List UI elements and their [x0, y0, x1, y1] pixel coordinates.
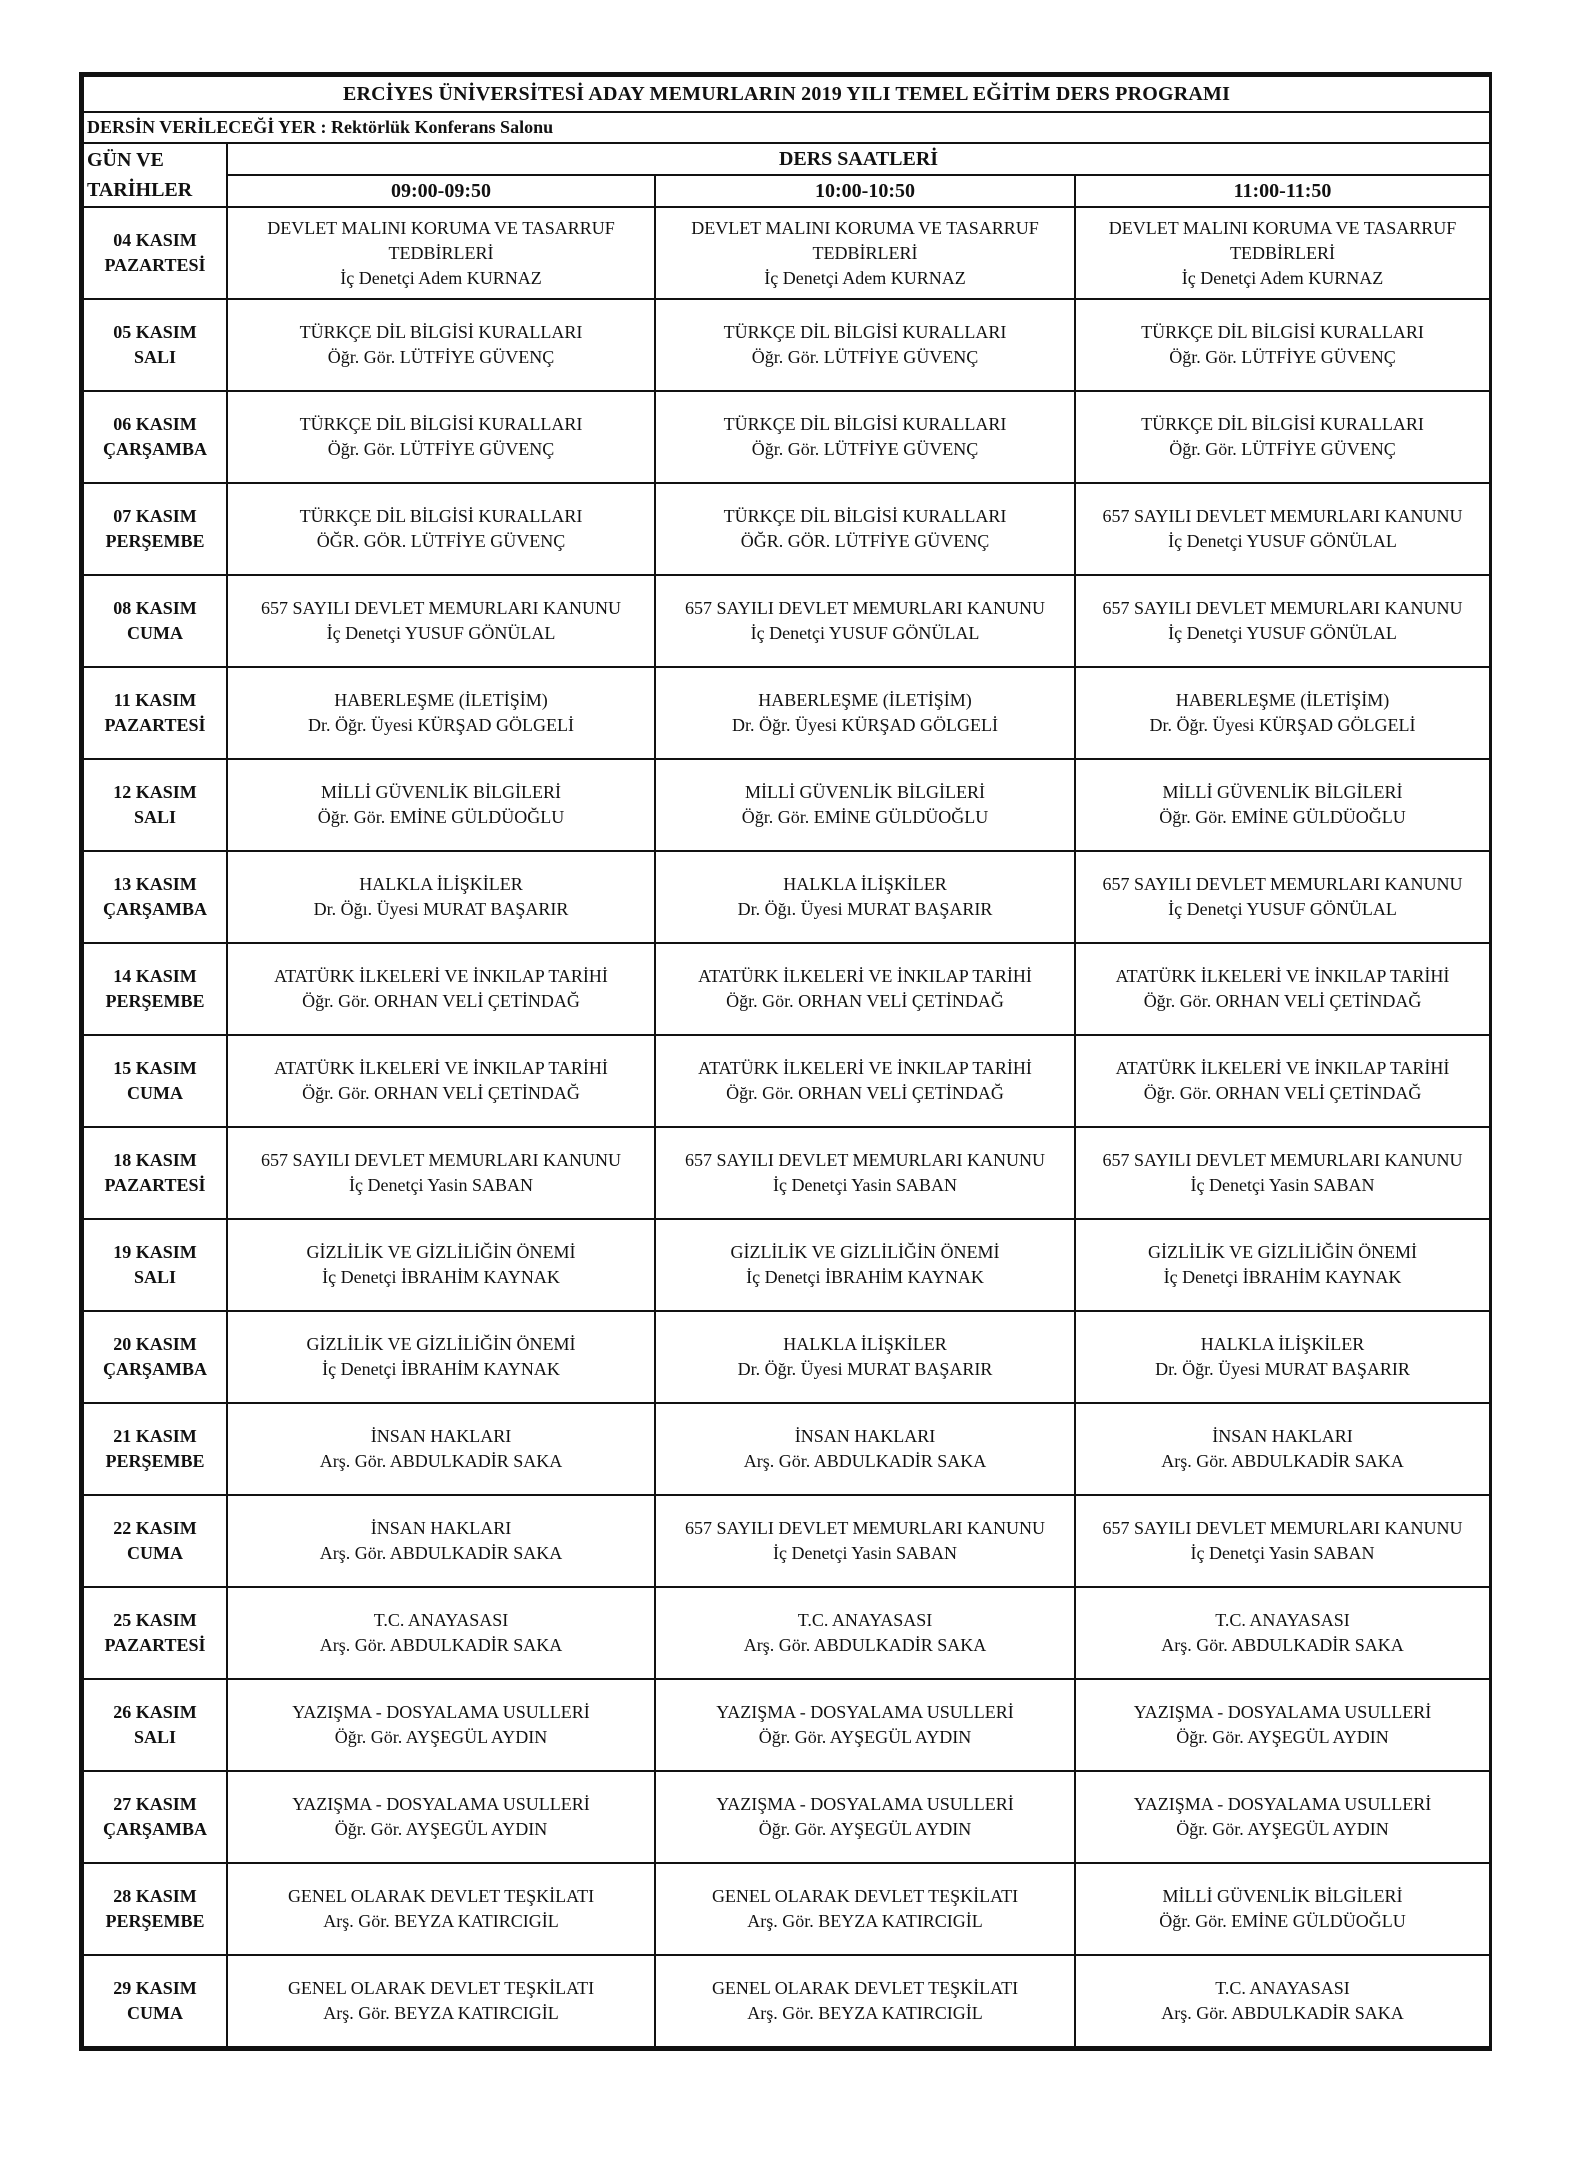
lesson-cell: [1075, 575, 1490, 667]
course-title: DEVLET MALINI KORUMA VE TASARRUF: [267, 217, 615, 238]
instructor-name: ÖĞR. GÖR. LÜTFİYE GÜVENÇ: [316, 531, 566, 551]
course-title: HALKLA İLİŞKİLER: [783, 874, 947, 894]
weekday-label: ÇARŞAMBA: [102, 899, 207, 919]
course-title: İNSAN HAKLARI: [370, 1518, 512, 1538]
course-title: 657 SAYILI DEVLET MEMURLARI KANUNU: [1102, 1150, 1463, 1170]
instructor-name: İç Denetçi Yasin SABAN: [1190, 1175, 1375, 1195]
instructor-name: İç Denetçi Adem KURNAZ: [340, 267, 542, 288]
course-title: HALKLA İLİŞKİLER: [359, 874, 523, 894]
course-title: DEVLET MALINI KORUMA VE TASARRUF: [1108, 217, 1457, 238]
date-label: 22 KASIM: [113, 1518, 197, 1538]
course-title: 657 SAYILI DEVLET MEMURLARI KANUNU: [1102, 598, 1463, 618]
table-row: [83, 1035, 1490, 1127]
date-cell: [83, 943, 227, 1035]
day-header-line-1: GÜN VE: [87, 149, 164, 171]
date-cell: [83, 1863, 227, 1955]
lesson-cell: [655, 851, 1075, 943]
date-label: 28 KASIM: [113, 1886, 197, 1906]
lesson-cell: [655, 943, 1075, 1035]
weekday-label: SALI: [133, 807, 177, 827]
lesson-cell: [1075, 1495, 1490, 1587]
date-cell: [83, 667, 227, 759]
course-title: İNSAN HAKLARI: [794, 1426, 936, 1446]
course-title: TÜRKÇE DİL BİLGİSİ KURALLARI: [299, 414, 583, 434]
date-label: 25 KASIM: [113, 1610, 197, 1630]
instructor-name: Öğr. Gör. LÜTFİYE GÜVENÇ: [751, 439, 979, 459]
time-slot-header: 10:00-10:50: [655, 175, 1075, 207]
date-cell: [83, 1403, 227, 1495]
course-title: TÜRKÇE DİL BİLGİSİ KURALLARI: [723, 506, 1007, 526]
instructor-name: İç Denetçi Yasin SABAN: [1190, 1543, 1375, 1563]
course-title: GİZLİLİK VE GİZLİLİĞİN ÖNEMİ: [730, 1242, 1000, 1262]
instructor-name: İç Denetçi YUSUF GÖNÜLAL: [1168, 899, 1397, 919]
course-title: YAZIŞMA - DOSYALAMA USULLERİ: [292, 1794, 590, 1814]
lesson-cell: [227, 575, 655, 667]
instructor-name: Dr. Öğr. Üyesi KÜRŞAD GÖLGELİ: [732, 715, 998, 735]
lesson-cell: [655, 1403, 1075, 1495]
table-row: [83, 483, 1490, 575]
lesson-cell: [1075, 851, 1490, 943]
lesson-cell: [1075, 759, 1490, 851]
course-title: TEDBİRLERİ: [388, 242, 494, 263]
document-title: ERCİYES ÜNİVERSİTESİ ADAY MEMURLARIN 2019 YILI TEMEL EĞİTİM DERS PROGRAMI: [83, 76, 1490, 112]
date-cell: [83, 299, 227, 391]
date-label: 19 KASIM: [113, 1242, 197, 1262]
date-label: 13 KASIM: [113, 874, 197, 894]
course-title: MİLLİ GÜVENLİK BİLGİLERİ: [321, 782, 561, 802]
instructor-name: Öğr. Gör. ORHAN VELİ ÇETİNDAĞ: [1143, 1083, 1422, 1103]
course-title: MİLLİ GÜVENLİK BİLGİLERİ: [1162, 1886, 1403, 1906]
lesson-cell: [1075, 1679, 1490, 1771]
date-cell: [83, 1127, 227, 1219]
lesson-cell: [655, 667, 1075, 759]
instructor-name: Arş. Gör. ABDULKADİR SAKA: [743, 1635, 987, 1655]
weekday-label: SALI: [133, 1267, 177, 1287]
table-row: [83, 1311, 1490, 1403]
weekday-label: CUMA: [127, 623, 183, 643]
instructor-name: Dr. Öğı. Üyesi MURAT BAŞARIR: [313, 899, 569, 919]
course-title: TÜRKÇE DİL BİLGİSİ KURALLARI: [299, 506, 583, 526]
lesson-cell: [227, 1219, 655, 1311]
location-line: DERSİN VERİLECEĞİ YER : Rektörlük Konferans Salonu: [83, 112, 1490, 143]
lesson-cell: [655, 1771, 1075, 1863]
lesson-cell: [1075, 1127, 1490, 1219]
lesson-cell: [1075, 943, 1490, 1035]
lesson-cell: [1075, 667, 1490, 759]
instructor-name: Arş. Gör. BEYZA KATIRCIGİL: [747, 2003, 983, 2023]
date-cell: [83, 1035, 227, 1127]
weekday-label: PAZARTESİ: [104, 1175, 206, 1195]
table-row: [83, 299, 1490, 391]
instructor-name: İç Denetçi Yasin SABAN: [349, 1175, 533, 1195]
course-title: YAZIŞMA - DOSYALAMA USULLERİ: [1133, 1702, 1432, 1722]
course-title: T.C. ANAYASASI: [1215, 1610, 1350, 1630]
course-title: ATATÜRK İLKELERİ VE İNKILAP TARİHİ: [698, 966, 1032, 986]
instructor-name: Öğr. Gör. ORHAN VELİ ÇETİNDAĞ: [726, 991, 1004, 1011]
table-row: [83, 1219, 1490, 1311]
date-label: 11 KASIM: [113, 690, 197, 710]
course-title: GİZLİLİK VE GİZLİLİĞİN ÖNEMİ: [306, 1334, 576, 1354]
date-label: 18 KASIM: [113, 1150, 197, 1170]
course-title: GENEL OLARAK DEVLET TEŞKİLATI: [711, 1886, 1019, 1906]
instructor-name: Öğr. Gör. AYŞEGÜL AYDIN: [334, 1819, 548, 1839]
date-label: 14 KASIM: [113, 966, 197, 986]
lesson-cell: [227, 483, 655, 575]
course-title: T.C. ANAYASASI: [373, 1610, 509, 1630]
lesson-cell: [655, 575, 1075, 667]
lesson-cell: [227, 1403, 655, 1495]
course-title: YAZIŞMA - DOSYALAMA USULLERİ: [292, 1702, 590, 1722]
weekday-label: CUMA: [127, 2003, 183, 2023]
lesson-cell: [655, 1863, 1075, 1955]
table-row: [83, 1679, 1490, 1771]
instructor-name: Öğr. Gör. ORHAN VELİ ÇETİNDAĞ: [302, 1083, 580, 1103]
course-title: 657 SAYILI DEVLET MEMURLARI KANUNU: [685, 598, 1045, 618]
date-cell: [83, 759, 227, 851]
date-label: 12 KASIM: [113, 782, 197, 802]
instructor-name: Arş. Gör. ABDULKADİR SAKA: [1161, 1451, 1404, 1471]
date-cell: [83, 575, 227, 667]
course-title: TEDBİRLERİ: [812, 242, 918, 263]
date-label: 06 KASIM: [113, 414, 197, 434]
course-title: MİLLİ GÜVENLİK BİLGİLERİ: [1162, 782, 1403, 802]
course-title: 657 SAYILI DEVLET MEMURLARI KANUNU: [685, 1518, 1045, 1538]
instructor-name: İç Denetçi YUSUF GÖNÜLAL: [1168, 531, 1397, 551]
lesson-cell: [1075, 1035, 1490, 1127]
instructor-name: İç Denetçi İBRAHİM KAYNAK: [322, 1359, 560, 1379]
weekday-label: PERŞEMBE: [105, 1451, 205, 1471]
table-row: [83, 391, 1490, 483]
lesson-cell: [227, 1955, 655, 2047]
lesson-cell: [227, 759, 655, 851]
date-cell: [83, 207, 227, 299]
course-title: YAZIŞMA - DOSYALAMA USULLERİ: [1133, 1794, 1432, 1814]
date-label: 05 KASIM: [113, 322, 197, 342]
instructor-name: Dr. Öğr. Üyesi KÜRŞAD GÖLGELİ: [1149, 715, 1416, 735]
instructor-name: Arş. Gör. BEYZA KATIRCIGİL: [747, 1911, 983, 1931]
instructor-name: Arş. Gör. ABDULKADİR SAKA: [319, 1451, 563, 1471]
lesson-cell: [655, 483, 1075, 575]
lesson-cell: [1075, 1955, 1490, 2047]
weekday-label: ÇARŞAMBA: [102, 1359, 207, 1379]
time-slot-header: 09:00-09:50: [227, 175, 655, 207]
lesson-cell: [1075, 391, 1490, 483]
instructor-name: Öğr. Gör. EMİNE GÜLDÜOĞLU: [317, 807, 565, 827]
date-label: 15 KASIM: [113, 1058, 197, 1078]
instructor-name: Öğr. Gör. AYŞEGÜL AYDIN: [1176, 1819, 1389, 1839]
weekday-label: PAZARTESİ: [104, 255, 206, 275]
lesson-cell: [655, 1495, 1075, 1587]
day-header-line-2: TARİHLER: [87, 179, 193, 201]
table-row: [83, 575, 1490, 667]
lesson-cell: [227, 391, 655, 483]
table-row: [83, 1403, 1490, 1495]
lesson-cell: [227, 1587, 655, 1679]
table-row: [83, 1771, 1490, 1863]
course-title: TÜRKÇE DİL BİLGİSİ KURALLARI: [1141, 322, 1424, 342]
instructor-name: İç Denetçi YUSUF GÖNÜLAL: [1168, 623, 1397, 643]
date-label: 29 KASIM: [113, 1978, 197, 1998]
course-title: 657 SAYILI DEVLET MEMURLARI KANUNU: [261, 598, 621, 618]
instructor-name: Öğr. Gör. LÜTFİYE GÜVENÇ: [1169, 439, 1396, 459]
lesson-cell: [227, 851, 655, 943]
date-cell: [83, 851, 227, 943]
instructor-name: İç Denetçi Adem KURNAZ: [1181, 267, 1384, 288]
date-cell: [83, 1771, 227, 1863]
course-title: HALKLA İLİŞKİLER: [783, 1334, 947, 1354]
weekday-label: PERŞEMBE: [105, 531, 205, 551]
course-title: ATATÜRK İLKELERİ VE İNKILAP TARİHİ: [274, 966, 608, 986]
instructor-name: Dr. Öğr. Üyesi MURAT BAŞARIR: [1155, 1359, 1410, 1379]
instructor-name: Öğr. Gör. AYŞEGÜL AYDIN: [1176, 1727, 1389, 1747]
date-cell: [83, 1955, 227, 2047]
lesson-cell: [655, 1587, 1075, 1679]
instructor-name: Öğr. Gör. LÜTFİYE GÜVENÇ: [327, 439, 555, 459]
course-title: YAZIŞMA - DOSYALAMA USULLERİ: [716, 1702, 1014, 1722]
course-title: GENEL OLARAK DEVLET TEŞKİLATI: [287, 1978, 595, 1998]
lesson-cell: [1075, 1771, 1490, 1863]
instructor-name: Öğr. Gör. AYŞEGÜL AYDIN: [758, 1819, 972, 1839]
date-label: 27 KASIM: [113, 1794, 197, 1814]
lesson-cell: [655, 1955, 1075, 2047]
lesson-cell: [227, 1495, 655, 1587]
lesson-cell: [1075, 1219, 1490, 1311]
instructor-name: Arş. Gör. BEYZA KATIRCIGİL: [323, 1911, 559, 1931]
lesson-cell: [655, 759, 1075, 851]
lesson-cell: [227, 1863, 655, 1955]
instructor-name: Öğr. Gör. EMİNE GÜLDÜOĞLU: [1159, 1911, 1406, 1931]
instructor-name: Öğr. Gör. EMİNE GÜLDÜOĞLU: [741, 807, 989, 827]
lesson-cell: [655, 1035, 1075, 1127]
table-row: [83, 1587, 1490, 1679]
lesson-cell: [227, 299, 655, 391]
instructor-name: Öğr. Gör. ORHAN VELİ ÇETİNDAĞ: [1143, 991, 1422, 1011]
date-label: 20 KASIM: [113, 1334, 197, 1354]
date-cell: [83, 1679, 227, 1771]
date-cell: [83, 1219, 227, 1311]
instructor-name: Arş. Gör. ABDULKADİR SAKA: [319, 1635, 563, 1655]
table-row: [83, 1863, 1490, 1955]
course-title: TÜRKÇE DİL BİLGİSİ KURALLARI: [723, 322, 1007, 342]
lesson-cell: [227, 667, 655, 759]
instructor-name: Dr. Öğr. Üyesi MURAT BAŞARIR: [737, 1359, 993, 1379]
course-title: ATATÜRK İLKELERİ VE İNKILAP TARİHİ: [1115, 1058, 1450, 1078]
instructor-name: Arş. Gör. ABDULKADİR SAKA: [743, 1451, 987, 1471]
course-title: İNSAN HAKLARI: [1212, 1426, 1353, 1446]
instructor-name: Arş. Gör. BEYZA KATIRCIGİL: [323, 2003, 559, 2023]
course-title: ATATÜRK İLKELERİ VE İNKILAP TARİHİ: [274, 1058, 608, 1078]
date-label: 07 KASIM: [113, 506, 197, 526]
lesson-cell: [227, 1311, 655, 1403]
instructor-name: Dr. Öğr. Üyesi KÜRŞAD GÖLGELİ: [308, 715, 574, 735]
instructor-name: İç Denetçi Adem KURNAZ: [764, 267, 966, 288]
weekday-label: CUMA: [127, 1543, 183, 1563]
instructor-name: Öğr. Gör. LÜTFİYE GÜVENÇ: [1169, 347, 1396, 367]
date-label: 08 KASIM: [113, 598, 197, 618]
course-title: 657 SAYILI DEVLET MEMURLARI KANUNU: [1102, 1518, 1463, 1538]
weekday-label: CUMA: [127, 1083, 183, 1103]
lesson-cell: [227, 1679, 655, 1771]
course-title: YAZIŞMA - DOSYALAMA USULLERİ: [716, 1794, 1014, 1814]
instructor-name: Arş. Gör. ABDULKADİR SAKA: [1161, 2003, 1404, 2023]
date-label: 04 KASIM: [113, 230, 197, 250]
lesson-cell: [1075, 1587, 1490, 1679]
lesson-cell: [655, 391, 1075, 483]
course-title: HABERLEŞME (İLETİŞİM): [334, 690, 548, 710]
instructor-name: İç Denetçi Yasin SABAN: [773, 1543, 957, 1563]
weekday-label: PERŞEMBE: [105, 991, 205, 1011]
lesson-cell: [227, 1127, 655, 1219]
weekday-label: SALI: [133, 1727, 177, 1747]
schedule-table: [82, 75, 1491, 2048]
table-row: [83, 1127, 1490, 1219]
date-cell: [83, 483, 227, 575]
instructor-name: İç Denetçi İBRAHİM KAYNAK: [746, 1267, 984, 1287]
course-title: 657 SAYILI DEVLET MEMURLARI KANUNU: [1102, 506, 1463, 526]
weekday-label: PERŞEMBE: [105, 1911, 205, 1931]
instructor-name: İç Denetçi Yasin SABAN: [773, 1175, 957, 1195]
lesson-cell: [655, 207, 1075, 299]
table-row: [83, 759, 1490, 851]
instructor-name: Öğr. Gör. AYŞEGÜL AYDIN: [334, 1727, 548, 1747]
table-row: [83, 667, 1490, 759]
lesson-cell: [227, 943, 655, 1035]
hours-header: DERS SAATLERİ: [227, 143, 1490, 175]
course-title: TEDBİRLERİ: [1230, 242, 1336, 263]
lesson-cell: [227, 207, 655, 299]
course-title: HABERLEŞME (İLETİŞİM): [1175, 690, 1390, 710]
table-row: [83, 943, 1490, 1035]
lesson-cell: [655, 1311, 1075, 1403]
course-title: HALKLA İLİŞKİLER: [1200, 1334, 1365, 1354]
instructor-name: Öğr. Gör. LÜTFİYE GÜVENÇ: [327, 347, 555, 367]
lesson-cell: [227, 1771, 655, 1863]
lesson-cell: [655, 1679, 1075, 1771]
course-title: GİZLİLİK VE GİZLİLİĞİN ÖNEMİ: [306, 1242, 576, 1262]
lesson-cell: [655, 299, 1075, 391]
lesson-cell: [1075, 1403, 1490, 1495]
instructor-name: İç Denetçi İBRAHİM KAYNAK: [322, 1267, 560, 1287]
course-title: DEVLET MALINI KORUMA VE TASARRUF: [691, 217, 1039, 238]
instructor-name: İç Denetçi YUSUF GÖNÜLAL: [326, 623, 556, 643]
course-title: TÜRKÇE DİL BİLGİSİ KURALLARI: [1141, 414, 1424, 434]
instructor-name: ÖĞR. GÖR. LÜTFİYE GÜVENÇ: [740, 531, 990, 551]
instructor-name: Arş. Gör. ABDULKADİR SAKA: [319, 1543, 563, 1563]
instructor-name: Öğr. Gör. EMİNE GÜLDÜOĞLU: [1159, 807, 1406, 827]
lesson-cell: [1075, 1311, 1490, 1403]
date-label: 26 KASIM: [113, 1702, 197, 1722]
day-column-header: [83, 143, 227, 207]
course-title: T.C. ANAYASASI: [1215, 1978, 1350, 1998]
weekday-label: SALI: [133, 347, 177, 367]
instructor-name: Öğr. Gör. ORHAN VELİ ÇETİNDAĞ: [302, 991, 580, 1011]
table-row: [83, 851, 1490, 943]
instructor-name: Öğr. Gör. LÜTFİYE GÜVENÇ: [751, 347, 979, 367]
lesson-cell: [655, 1219, 1075, 1311]
weekday-label: PAZARTESİ: [104, 715, 206, 735]
time-slot-header: 11:00-11:50: [1075, 175, 1490, 207]
lesson-cell: [227, 1035, 655, 1127]
instructor-name: Dr. Öğı. Üyesi MURAT BAŞARIR: [737, 899, 993, 919]
table-row: [83, 1495, 1490, 1587]
instructor-name: İç Denetçi İBRAHİM KAYNAK: [1163, 1267, 1402, 1287]
lesson-cell: [655, 1127, 1075, 1219]
weekday-label: PAZARTESİ: [104, 1635, 206, 1655]
course-title: 657 SAYILI DEVLET MEMURLARI KANUNU: [1102, 874, 1463, 894]
lesson-cell: [1075, 483, 1490, 575]
course-title: GENEL OLARAK DEVLET TEŞKİLATI: [287, 1886, 595, 1906]
date-cell: [83, 1495, 227, 1587]
course-title: GENEL OLARAK DEVLET TEŞKİLATI: [711, 1978, 1019, 1998]
course-title: 657 SAYILI DEVLET MEMURLARI KANUNU: [685, 1150, 1045, 1170]
course-title: ATATÜRK İLKELERİ VE İNKILAP TARİHİ: [1115, 966, 1450, 986]
course-title: T.C. ANAYASASI: [797, 1610, 933, 1630]
instructor-name: Arş. Gör. ABDULKADİR SAKA: [1161, 1635, 1404, 1655]
course-title: TÜRKÇE DİL BİLGİSİ KURALLARI: [723, 414, 1007, 434]
lesson-cell: [1075, 299, 1490, 391]
instructor-name: Öğr. Gör. ORHAN VELİ ÇETİNDAĞ: [726, 1083, 1004, 1103]
lesson-cell: [1075, 207, 1490, 299]
course-title: MİLLİ GÜVENLİK BİLGİLERİ: [745, 782, 985, 802]
course-title: 657 SAYILI DEVLET MEMURLARI KANUNU: [261, 1150, 621, 1170]
course-title: GİZLİLİK VE GİZLİLİĞİN ÖNEMİ: [1147, 1242, 1418, 1262]
table-row: [83, 207, 1490, 299]
instructor-name: İç Denetçi YUSUF GÖNÜLAL: [750, 623, 980, 643]
course-title: TÜRKÇE DİL BİLGİSİ KURALLARI: [299, 322, 583, 342]
weekday-label: ÇARŞAMBA: [102, 1819, 207, 1839]
course-title: ATATÜRK İLKELERİ VE İNKILAP TARİHİ: [698, 1058, 1032, 1078]
instructor-name: Öğr. Gör. AYŞEGÜL AYDIN: [758, 1727, 972, 1747]
schedule-sheet: [79, 72, 1492, 2051]
date-label: 21 KASIM: [113, 1426, 197, 1446]
table-row: [83, 1955, 1490, 2047]
lesson-cell: [1075, 1863, 1490, 1955]
date-cell: [83, 1311, 227, 1403]
course-title: HABERLEŞME (İLETİŞİM): [758, 690, 972, 710]
weekday-label: ÇARŞAMBA: [102, 439, 207, 459]
date-cell: [83, 391, 227, 483]
course-title: İNSAN HAKLARI: [370, 1426, 512, 1446]
date-cell: [83, 1587, 227, 1679]
